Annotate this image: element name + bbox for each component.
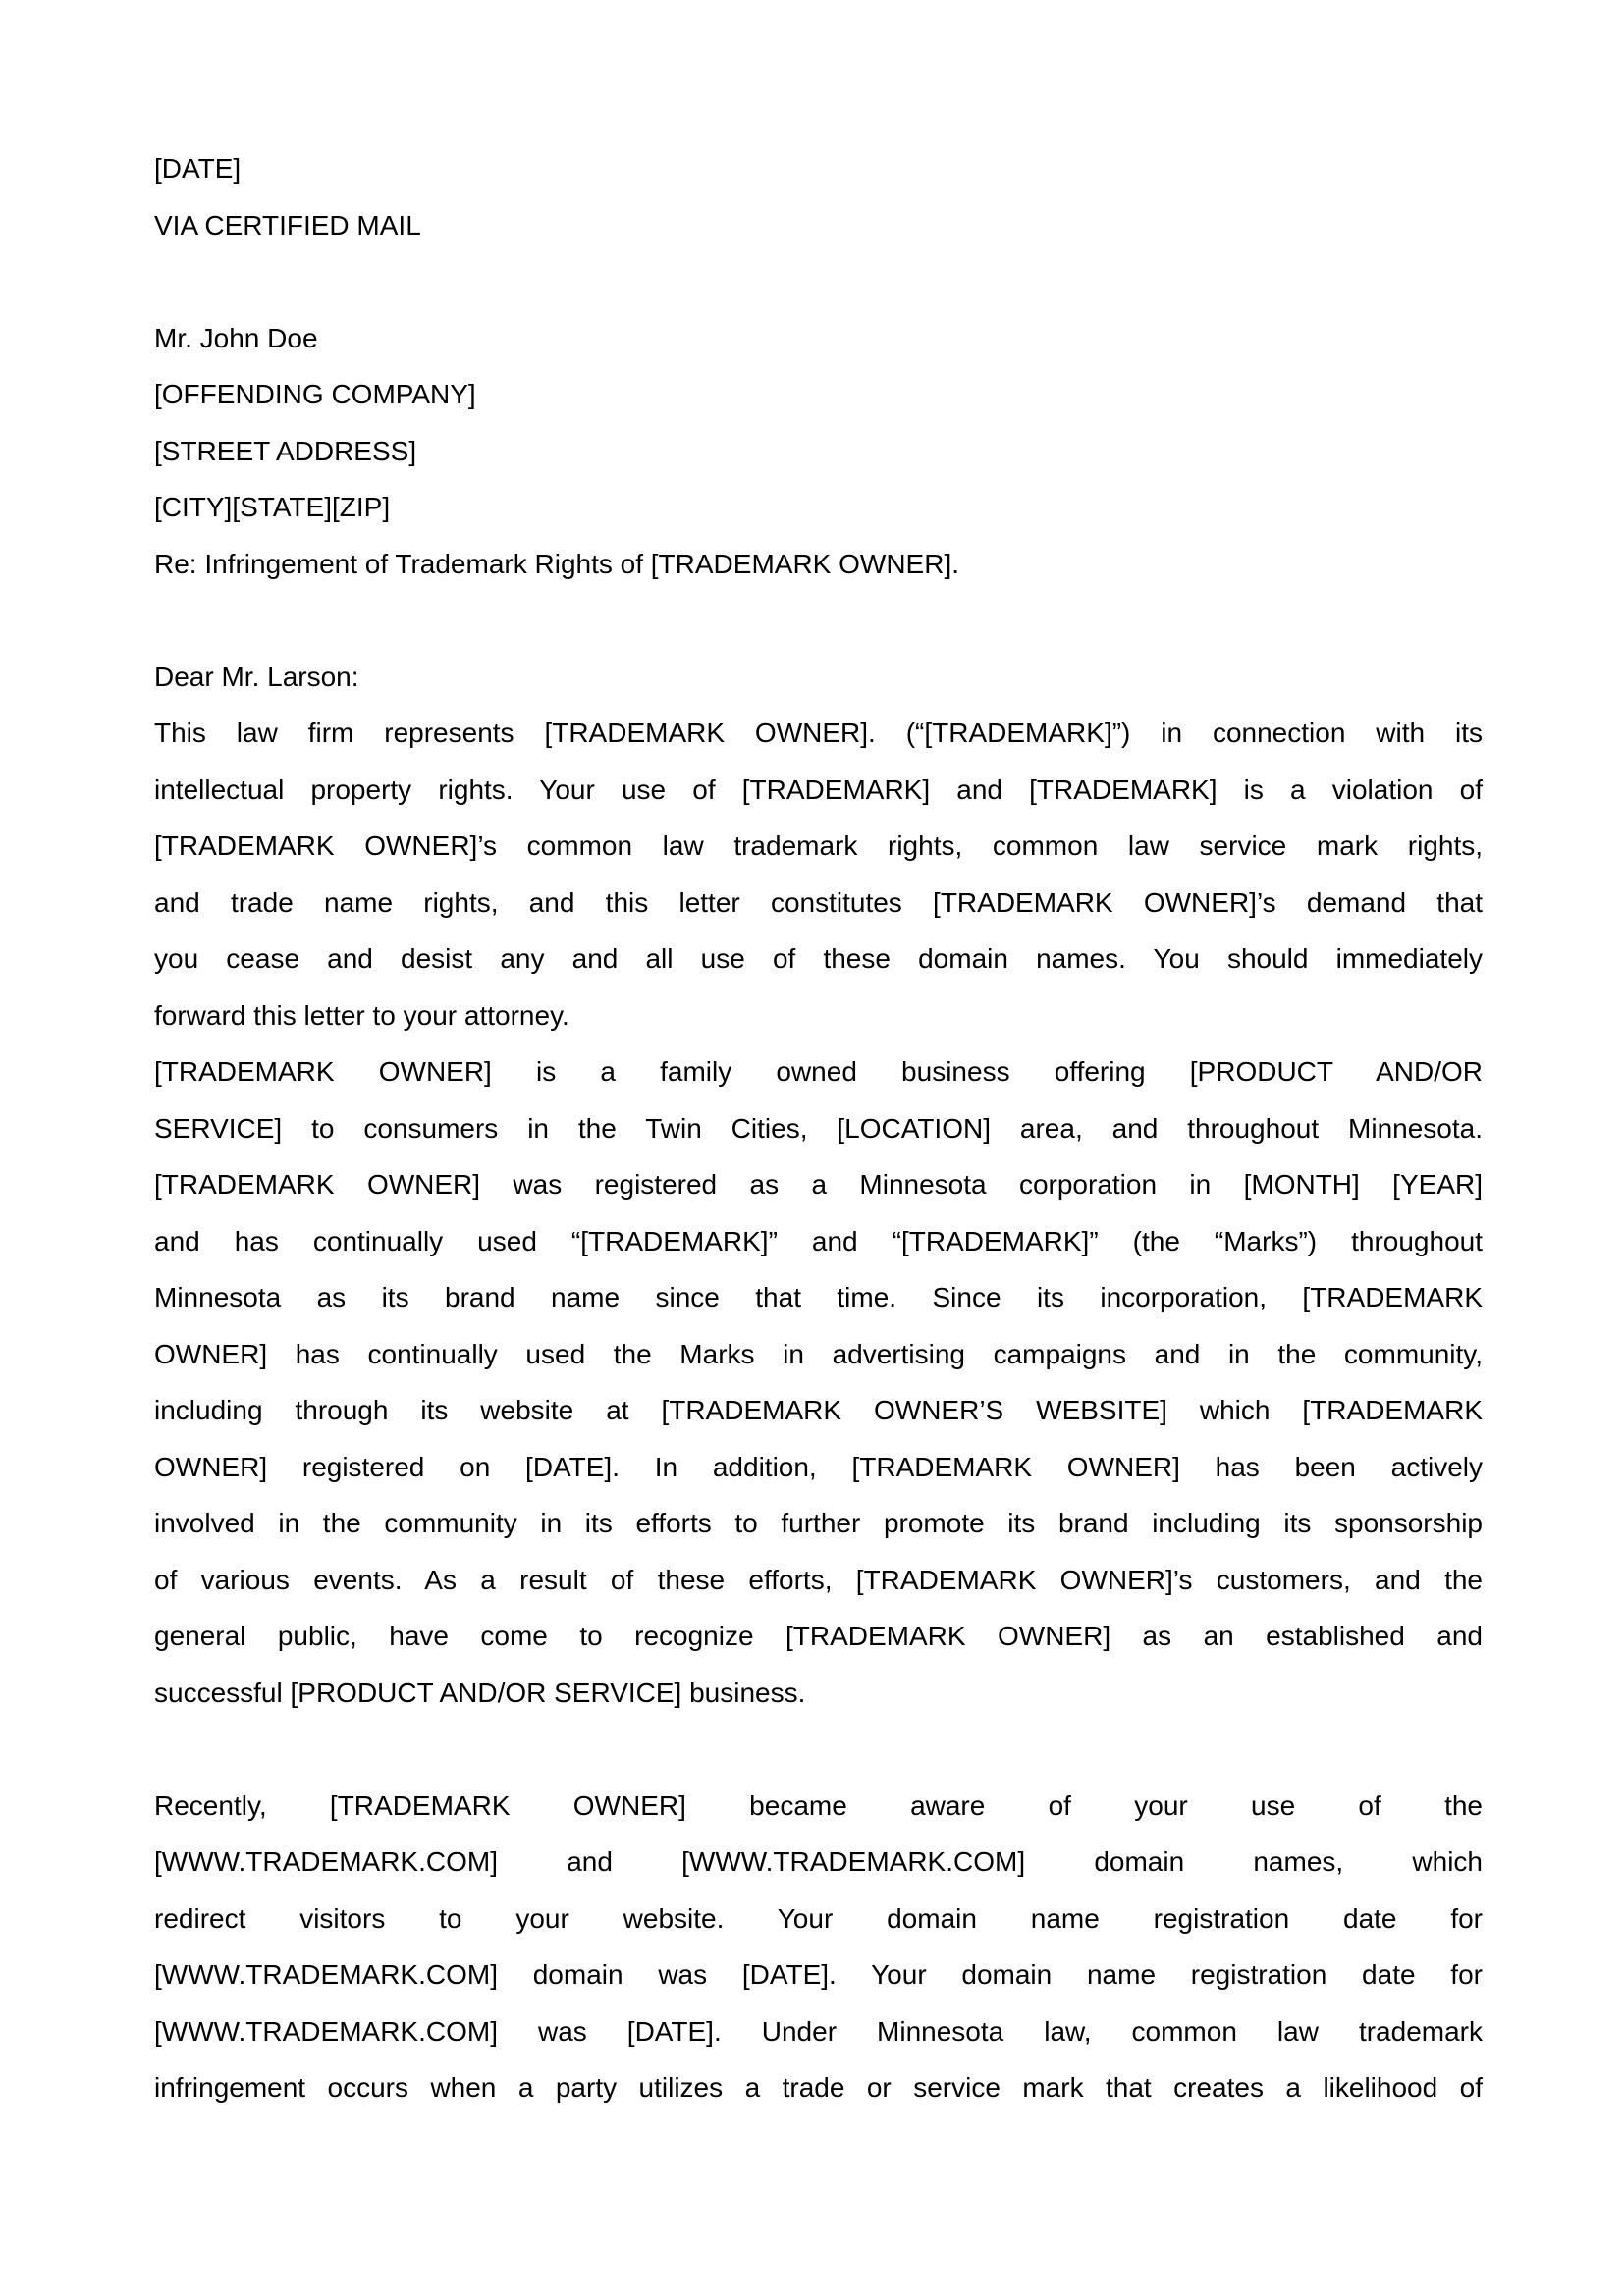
body-line: [WWW.TRADEMARK.COM] domain was [DATE]. Your domain name registration date for [154, 1959, 1483, 1990]
body-line: and has continually used “[TRADEMARK]” and “[TRADEMARK]” (the “Marks”) throughout [154, 1225, 1483, 1256]
body-line: redirect visitors to your website. Your domain name registration date for [154, 1902, 1483, 1934]
body-line: [TRADEMARK OWNER]’s common law trademark rights, common law service mark rights, [154, 830, 1483, 861]
body-line: including through its website at [TRADEMARK OWNER’S WEBSITE] which [TRADEMARK [154, 1395, 1483, 1425]
blank-line [154, 253, 1483, 310]
paragraph-business-background [154, 1043, 1483, 1721]
body-line: OWNER] registered on [DATE]. In addition, [TRADEMARK OWNER] has been actively [154, 1451, 1483, 1482]
subject-line: Re: Infringement of Trademark Rights of [TRADEMARK OWNER]. [154, 548, 960, 579]
body-line: successful [PRODUCT AND/OR SERVICE] business. [154, 1677, 806, 1708]
body-line: SERVICE] to consumers in the Twin Cities, [LOCATION] area, and throughout Minnesota. [154, 1112, 1483, 1144]
body-line: Recently, [TRADEMARK OWNER] became aware of your use of the [154, 1789, 1483, 1821]
body-line: intellectual property rights. Your use of [TRADEMARK] and [TRADEMARK] is a violation of [154, 774, 1483, 805]
body-line: [WWW.TRADEMARK.COM] and [WWW.TRADEMARK.COM] domain names, which [154, 1846, 1483, 1877]
salutation-line: Dear Mr. Larson: [154, 661, 359, 692]
body-line: OWNER] has continually used the Marks in advertising campaigns and in the community, [154, 1338, 1483, 1369]
body-line: This law firm represents [TRADEMARK OWNER]. (“[TRADEMARK]”) in connection with its [154, 718, 1483, 748]
paragraph-infringement-notice [154, 1778, 1483, 2116]
body-line: [WWW.TRADEMARK.COM] was [DATE]. Under Minnesota law, common law trademark [154, 2015, 1483, 2047]
date-line: [DATE] [154, 153, 242, 184]
body-line: [TRADEMARK OWNER] is a family owned business offering [PRODUCT AND/OR [154, 1056, 1483, 1087]
body-line: and trade name rights, and this letter constitutes [TRADEMARK OWNER]’s demand that [154, 886, 1483, 918]
body-line: of various events. As a result of these efforts, [TRADEMARK OWNER]’s customers, and the [154, 1564, 1483, 1595]
body-line: you cease and desist any and all use of these domain names. You should immediately [154, 943, 1483, 974]
recipient-city-state-zip-line: [CITY][STATE][ZIP] [154, 492, 391, 522]
blank-line [154, 1721, 1483, 1778]
body-line: general public, have come to recognize [TRADEMARK OWNER] as an established and [154, 1621, 1483, 1651]
via-certified-mail-line: VIA CERTIFIED MAIL [154, 209, 421, 240]
blank-line [154, 592, 1483, 649]
recipient-company-line: [OFFENDING COMPANY] [154, 379, 476, 409]
recipient-street-line: [STREET ADDRESS] [154, 435, 417, 466]
paragraph-representation [154, 705, 1483, 1043]
recipient-name-line: Mr. John Doe [154, 322, 318, 353]
body-line: [TRADEMARK OWNER] was registered as a Minnesota corporation in [MONTH] [YEAR] [154, 1169, 1483, 1200]
body-line: involved in the community in its efforts to further promote its brand including its sponsorship [154, 1508, 1483, 1538]
body-line: infringement occurs when a party utilizes a trade or service mark that creates a likelihood of [154, 2072, 1483, 2103]
body-line: Minnesota as its brand name since that time. Since its incorporation, [TRADEMARK [154, 1282, 1483, 1312]
body-line: forward this letter to your attorney. [154, 999, 569, 1031]
